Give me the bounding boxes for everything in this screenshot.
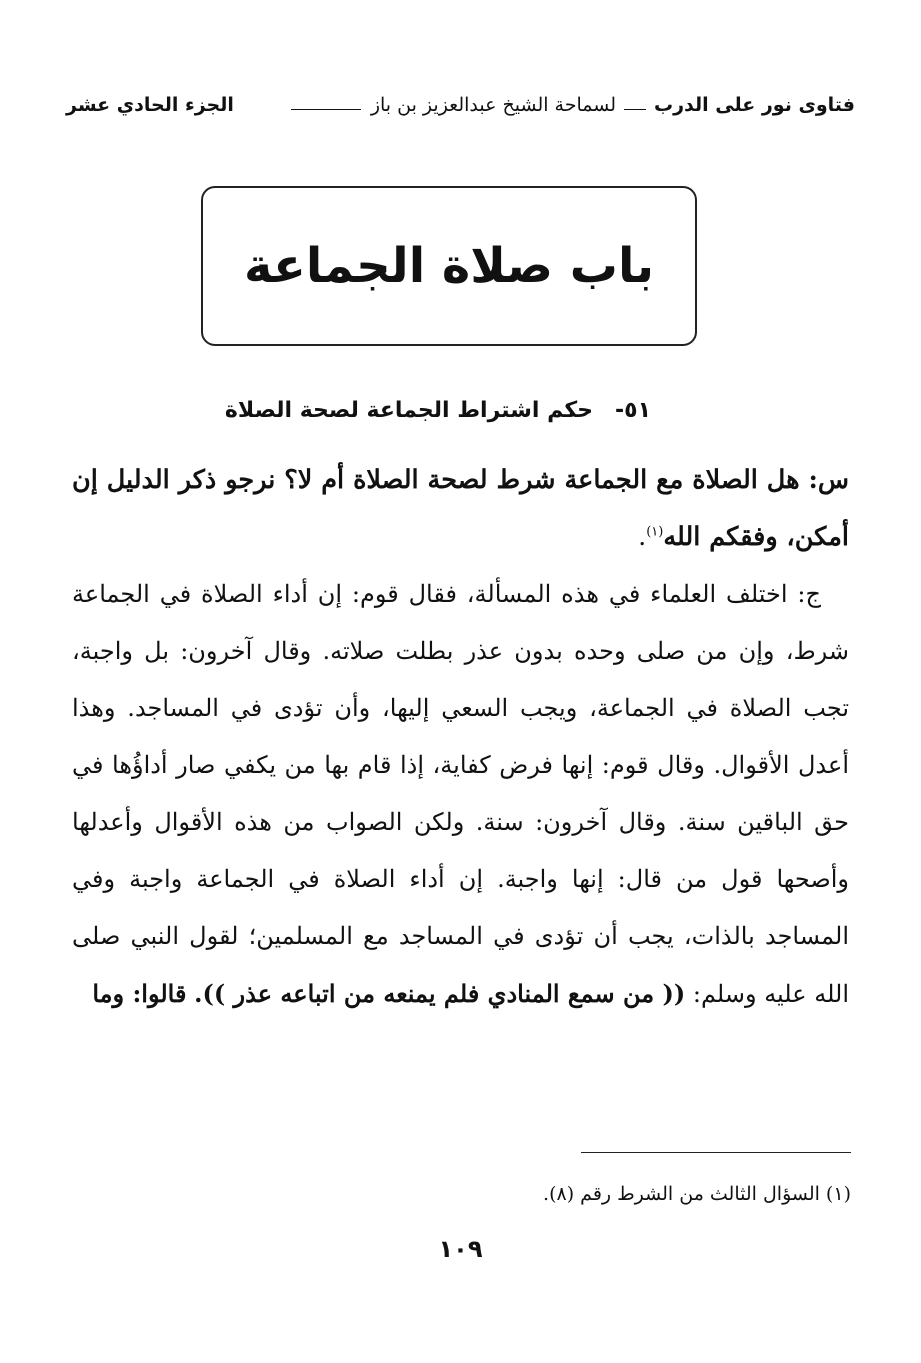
question-text: س: هل الصلاة مع الجماعة شرط لصحة الصلاة أم لا؟ نرجو ذكر الدليل إن أمكن، وفقكم الله bbox=[72, 465, 849, 552]
book-title: فتاوى نور على الدرب bbox=[654, 94, 855, 116]
section-number: ٥١- bbox=[615, 398, 651, 423]
running-header-title-group bbox=[287, 94, 855, 116]
header-rule bbox=[291, 109, 361, 110]
header-dash bbox=[624, 109, 646, 110]
footnote-divider bbox=[581, 1152, 851, 1153]
question-paragraph: س: هل الصلاة مع الجماعة شرط لصحة الصلاة أم لا؟ نرجو ذكر الدليل إن أمكن، وفقكم الله$^{(١)}$. bbox=[72, 465, 849, 552]
chapter-title-box bbox=[201, 186, 697, 346]
answer-text: ج: اختلف العلماء في هذه المسألة، فقال قوم: إن أداء الصلاة في الجماعة شرط، وإن من صلى وحده بدون عذر بطلت صلاته. وقال آخرون: بل واجبة، تجب الصلاة في الجماعة، ويجب السعي إليها، وأن تؤدى في المساجد. وهذا أعدل الأقوال. وقال قوم: إنها فرض كفاية، إذا قام بها من يكفي صار أداؤُها في حق الباقين سنة. وقال آخرون: سنة. ولكن الصواب من هذه الأقوال وأعدلها وأصحها قول من قال: إنها واجبة. إن أداء الصلاة في الجماعة واجبة وفي المساجد بالذات، يجب أن تؤدى في المساجد مع المسلمين؛ لقول النبي صلى الله عليه وسلم: bbox=[72, 580, 849, 1008]
footnote-reference: (١) bbox=[646, 524, 664, 540]
answer-continuation: قالوا: وما bbox=[92, 979, 187, 1008]
section-heading bbox=[225, 398, 651, 423]
author-name: لسماحة الشيخ عبدالعزيز بن باز bbox=[370, 94, 616, 116]
section-title: حكم اشتراط الجماعة لصحة الصلاة bbox=[224, 398, 593, 423]
running-header bbox=[66, 88, 855, 122]
body-text bbox=[72, 452, 849, 1023]
page-number: ١٠٩ bbox=[438, 1235, 483, 1263]
answer-paragraph bbox=[72, 566, 849, 1023]
chapter-title: باب صلاة الجماعة bbox=[243, 238, 655, 294]
hadith-quote: (( من سمع المنادي فلم يمنعه من اتباعه عذر )). bbox=[194, 979, 686, 1008]
volume-label: الجزء الحادي عشر bbox=[66, 94, 234, 116]
footnote: (١) السؤال الثالث من الشرط رقم (٨). bbox=[543, 1183, 851, 1205]
